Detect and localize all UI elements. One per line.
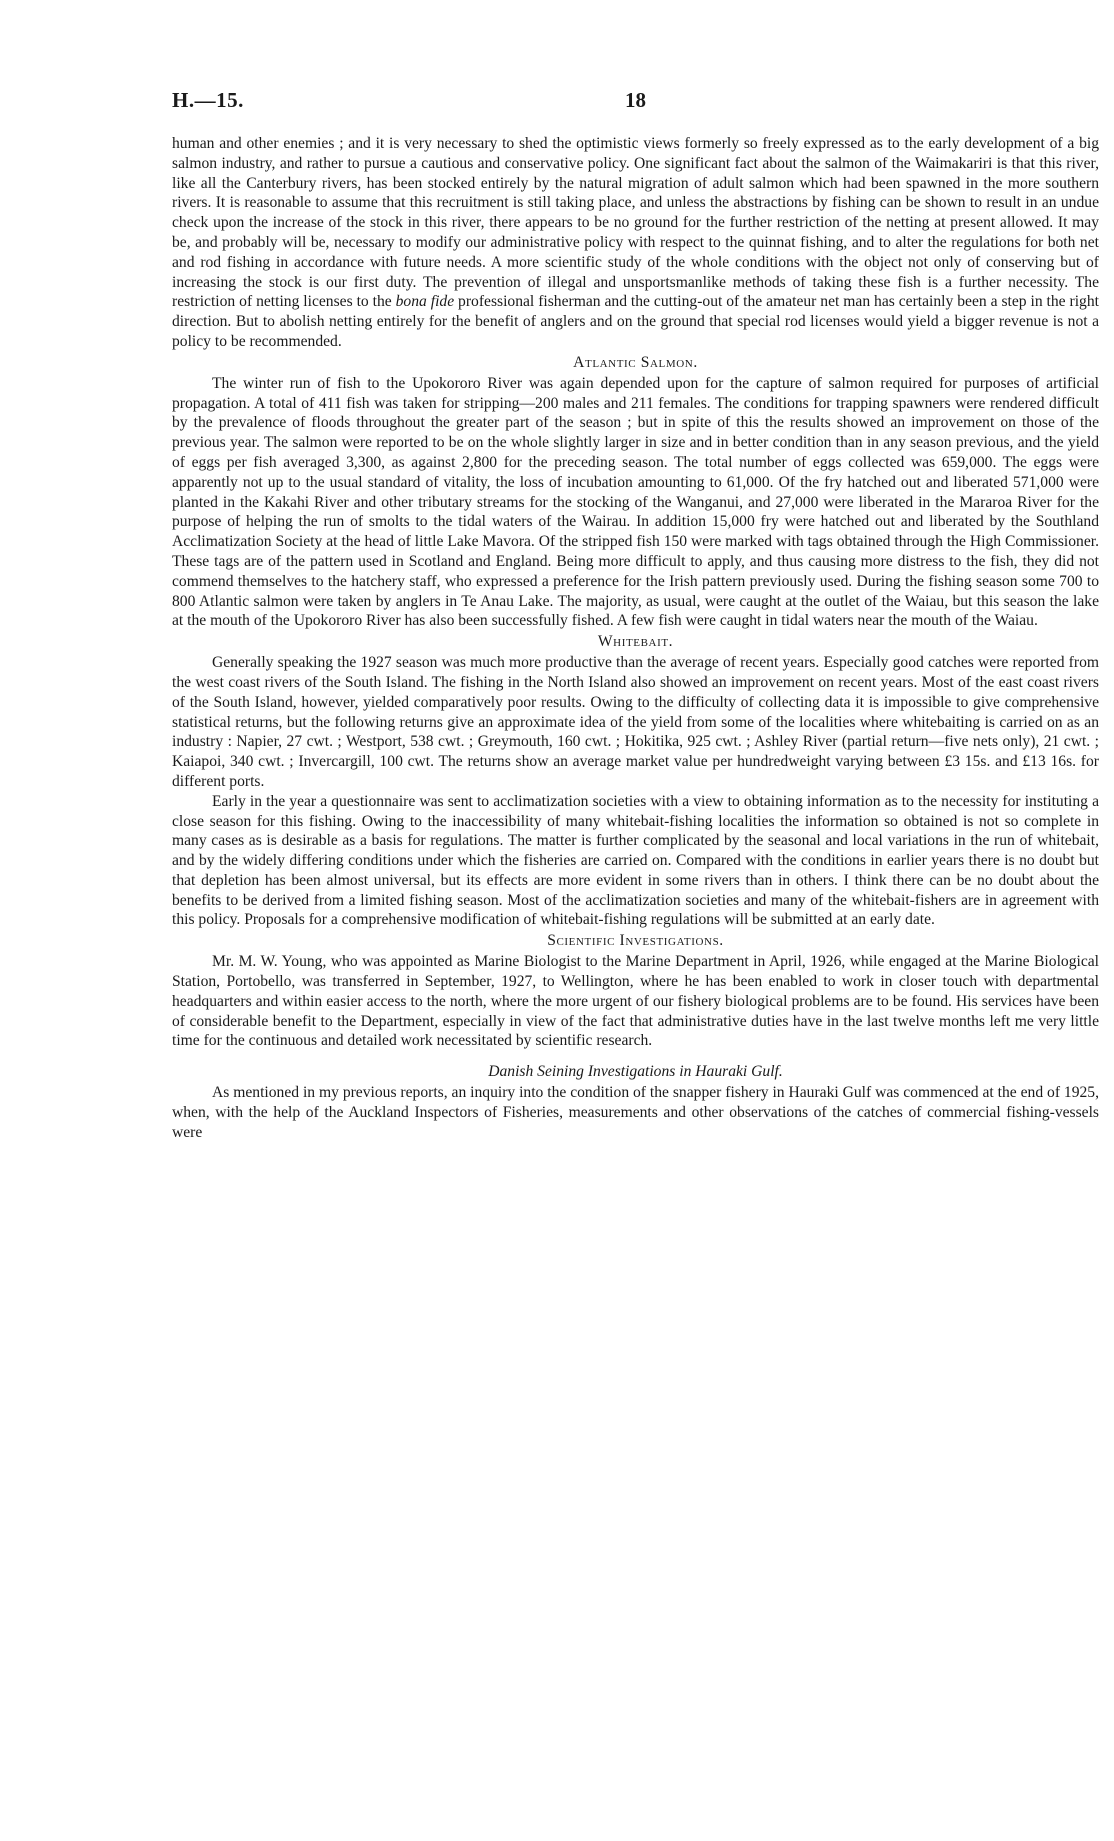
italic-phrase: bona fide — [395, 293, 455, 311]
page-number: 18 — [625, 88, 646, 112]
document-code: H.—15. — [172, 88, 244, 112]
page-body — [172, 134, 1099, 1143]
paragraph-whitebait-season: Generally speaking the 1927 season was much more productive than the average of recent years. Especially good catches were reported from the west coast rivers of the South Island. The fishing in the North Island also showed an improvement on recent years. Most of the east coast rivers of the South Island, however, yielded comparatively poor results. Owing to the difficulty of collecting data it is impossible to give comprehensive statistical returns, but the following returns give an approximate idea of the yield from some of the localities where whitebaiting is carried on as an industry : Napier, 27 cwt. ; Westport, 538 cwt. ; Greymouth, 160 cwt. ; Hokitika, 925 cwt. ; Ashley River (partial return—five nets only), 21 cwt. ; Kaiapoi, 340 cwt. ; Invercargill, 100 cwt. The returns show an average market value per hundredweight varying between £3 15s. and £13 16s. for different ports. — [172, 654, 1099, 790]
page-header — [172, 88, 1099, 118]
paragraph-atlantic-salmon: The winter run of fish to the Upokororo River was again depended upon for the capture of salmon required for purposes of artificial propagation. A total of 411 fish was taken for stripping—200 males and 211 females. The conditions for trapping spawners were rendered difficult by the prevalence of floods throughout the greater part of the season ; but in spite of this the results showed an improvement on those of the previous year. The salmon were reported to be on the whole slightly larger in size and in better condition than in any season previous, and the yield of eggs per fish averaged 3,300, as against 2,800 for the preceding season. The total number of eggs collected was 659,000. The eggs were apparently not up to the usual standard of vitality, the loss of incubation amounting to 61,000. Of the fry hatched out and liberated 571,000 were planted in the Kakahi River and other tributary streams for the stocking of the Wanganui, and 27,000 were liberated in the Mararoa River for the purpose of helping the run of smolts to the tidal waters of the Wairau. In addition 15,000 fry were hatched out and liberated by the Southland Acclimatization Society at the head of little Lake Mavora. Of the stripped fish 150 were marked with tags obtained through the High Commissioner. These tags are of the pattern used in Scotland and England. Being more difficult to apply, and thus causing more distress to the fish, they did not commend themselves to the hatchery staff, who expressed a preference for the Irish pattern previously used. During the fishing season some 700 to 800 Atlantic salmon were taken by anglers in Te Anau Lake. The majority, as usual, were caught at the outlet of the Waiau, but this season the lake at the mouth of the Upokororo River has also been successfully fished. A few fish were caught in tidal waters near the mouth of the Waiau. — [172, 374, 1099, 630]
paragraph-danish-seining: As mentioned in my previous reports, an inquiry into the condition of the snapper fishery in Hauraki Gulf was commenced at the end of 1925, when, with the help of the Auckland Inspectors of Fisheries, measurements and other observations of the catches of commercial fishing-vessels were — [172, 1084, 1099, 1141]
section-heading-scientific-investigations: Scientific Investigations. — [547, 932, 724, 950]
paragraph-quinnat-policy — [172, 134, 1099, 352]
subsection-heading-danish-seining: Danish Seining Investigations in Hauraki Gulf. — [488, 1063, 783, 1081]
paragraph-text: professional fisherman and the cutting-out of the amateur net man has certainly been a step in the right direction. But to abolish netting entirely for the benefit of anglers and on the ground that special rod licenses would yield a bigger revenue is not a policy to be recommended. — [172, 293, 1099, 350]
section-heading-whitebait: Whitebait. — [597, 633, 674, 651]
section-heading-atlantic-salmon: Atlantic Salmon. — [573, 353, 698, 371]
paragraph-text: human and other enemies ; and it is very necessary to shed the optimistic views formerly so freely expressed as to the early development of a big salmon industry, and rather to pursue a cautious and conservative policy. One significant fact about the salmon of the Waimakariri is that this river, like all the Canterbury rivers, has been stocked entirely by the natural migration of adult salmon which had been spawned in the more southern rivers. It is reasonable to assume that this recruitment is still taking place, and unless the abstractions by fishing can be shown to result in an undue check upon the increase of the stock in this river, there appears to be no ground for the further restriction of the netting at present allowed. It may be, and probably will be, necessary to modify our administrative policy with respect to the quinnat fishing, and to alter the regulations for both net and rod fishing in accordance with future needs. A more scientific study of the whole conditions with the object not only of conserving but of increasing the stock is our first duty. The prevention of illegal and unsportsmanlike methods of taking these fish is a further necessity. The restriction of netting licenses to the — [172, 135, 1099, 311]
paragraph-scientific-investigations: Mr. M. W. Young, who was appointed as Marine Biologist to the Marine Department in April, 1926, while engaged at the Marine Biological Station, Portobello, was transferred in September, 1927, to Wellington, where he has been enabled to work in closer touch with departmental headquarters and within easier access to the north, where the more urgent of our fishery biological problems are to be found. His services have been of considerable benefit to the Department, especially in view of the fact that administrative duties have in the last twelve months left me very little time for the continuous and detailed work necessitated by scientific research. — [172, 953, 1099, 1050]
paragraph-whitebait-regulations: Early in the year a questionnaire was sent to acclimatization societies with a view to obtaining information as to the necessity for instituting a close season for this fishing. Owing to the inaccessibility of many whitebait-fishing localities the information so obtained is not so complete in many cases as is desirable as a basis for regulations. The matter is further complicated by the seasonal and local variations in the run of whitebait, and by the widely differing conditions under which the fisheries are carried on. Compared with the conditions in earlier years there is no doubt but that depletion has been almost universal, but its effects are more evident in some rivers than in others. I think there can be no doubt about the benefits to be derived from a limited fishing season. Most of the acclimatization societies and many of the whitebait-fishers are in agreement with this policy. Proposals for a comprehensive modification of whitebait-fishing regulations will be submitted at an early date. — [172, 792, 1099, 929]
